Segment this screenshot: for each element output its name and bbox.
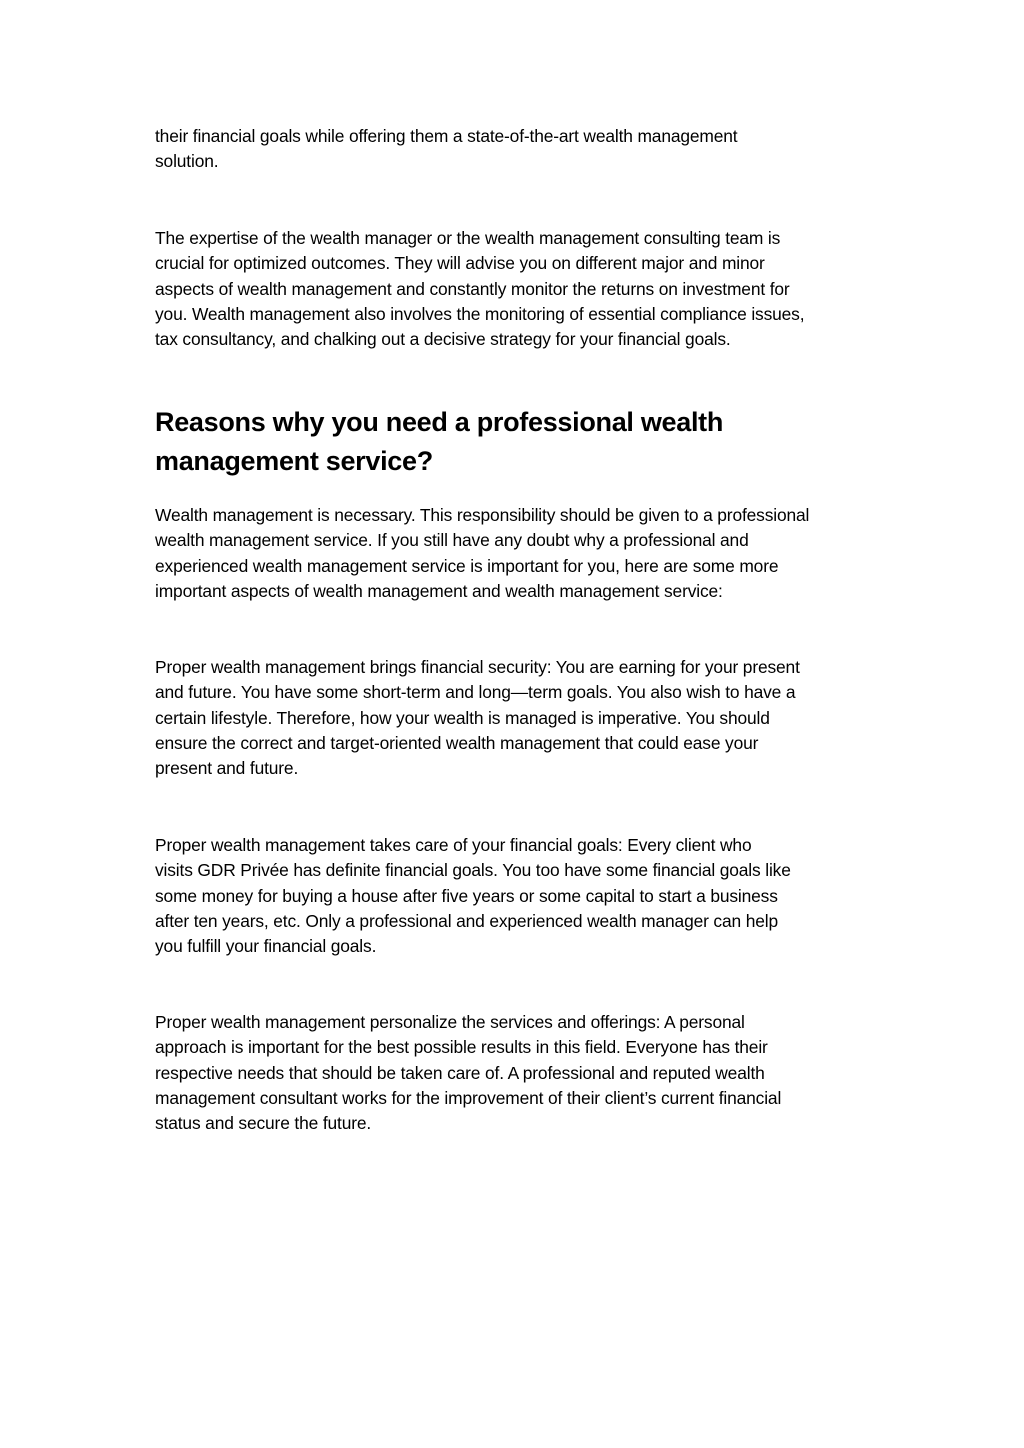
paragraph-financial-goals: Proper wealth management takes care of your financial goals: Every client who visits GDR Privée has definite financial goals. You too have some financial goals like some money for buying a house after five years or some capital to start a business after ten years, etc. Only a professional and experienced wealth manager can help you fulfill your financial goals. (155, 835, 791, 957)
paragraph-necessary: Wealth management is necessary. This responsibility should be given to a professional wealth management service. If you still have any doubt why a professional and experienced wealth management service is important for you, here are some more important aspects of wealth management and wealth management service: (155, 505, 810, 601)
paragraph-personalize-services: Proper wealth management personalize the services and offerings: A personal approach is important for the best possible results in this field. Everyone has their respective needs that should be taken care of. A professional and reputed wealth management consultant works for the improvement of their client’s current financial status and secure the future. (155, 1012, 782, 1134)
section-heading-reasons: Reasons why you need a professional wealth management service? (155, 407, 724, 476)
paragraph-expertise: The expertise of the wealth manager or the wealth management consulting team is crucial for optimized outcomes. They will advise you on different major and minor aspects of wealth management and constantly monitor the returns on investment for you. Wealth management also involves the monitoring of essential compliance issues, tax consultancy, and chalking out a decisive strategy for your financial goals. (155, 228, 805, 350)
paragraph-financial-security: Proper wealth management brings financial security: You are earning for your present and future. You have some short-term and long—term goals. You also wish to have a certain lifestyle. Therefore, how your wealth is managed is imperative. You should ensure the correct and target-oriented wealth management that could ease your present and future. (155, 657, 800, 779)
paragraph-intro-end: their financial goals while offering them a state-of-the-art wealth management solution. (155, 126, 738, 172)
